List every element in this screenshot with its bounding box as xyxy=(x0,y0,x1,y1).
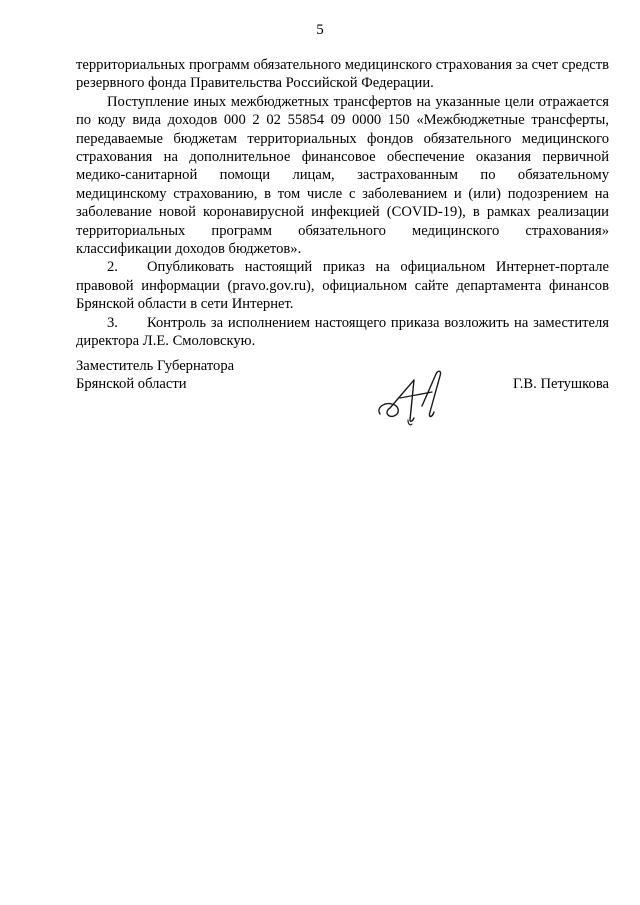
list-item-text: Контроль за исполнением настоящего приказа возложить на заместителя директора Л.Е. Смоловскую. xyxy=(76,314,609,350)
list-item-number: 3. xyxy=(107,314,118,331)
list-item-publish xyxy=(76,258,609,313)
signer-title-line2: Брянской области xyxy=(76,376,187,393)
page-number: 5 xyxy=(316,22,324,38)
list-item-text: Опубликовать настоящий приказ на официальном Интернет-портале правовой информации (pravo.gov.ru), официальном сайте департамента финансов Брянской области в сети Интернет. xyxy=(76,259,609,313)
list-item-control xyxy=(76,314,609,351)
paragraph-transfers: Поступление иных межбюджетных трансфертов на указанные цели отражается по коду вида доходов 000 2 02 55854 09 0000 150 «Межбюджетные трансферты, передаваемые бюджетам территориальных фондов обязательного медицинского страхования на дополнительное финансовое обеспечение оказания первичной медико-санитарной помощи лицам, застрахованным по обязательному медицинскому страхованию, в том числе с заболеванием и (или) подозрением на заболевание новой коронавирусной инфекцией (COVID-19), в рамках реализации территориальных программ обязательного медицинского страхования» классификации доходов бюджетов». xyxy=(76,93,609,258)
handwritten-signature xyxy=(370,368,460,428)
list-item-number: 2. xyxy=(107,259,118,276)
signer-name: Г.В. Петушкова xyxy=(512,376,609,393)
paragraph-continuation: территориальных программ обязательного медицинского страхования за счет средств резервного фонда Правительства Российской Федерации. xyxy=(76,57,609,92)
signature-block xyxy=(76,357,609,394)
document-body xyxy=(76,56,609,351)
signer-title-line1: Заместитель Губернатора xyxy=(76,358,235,374)
